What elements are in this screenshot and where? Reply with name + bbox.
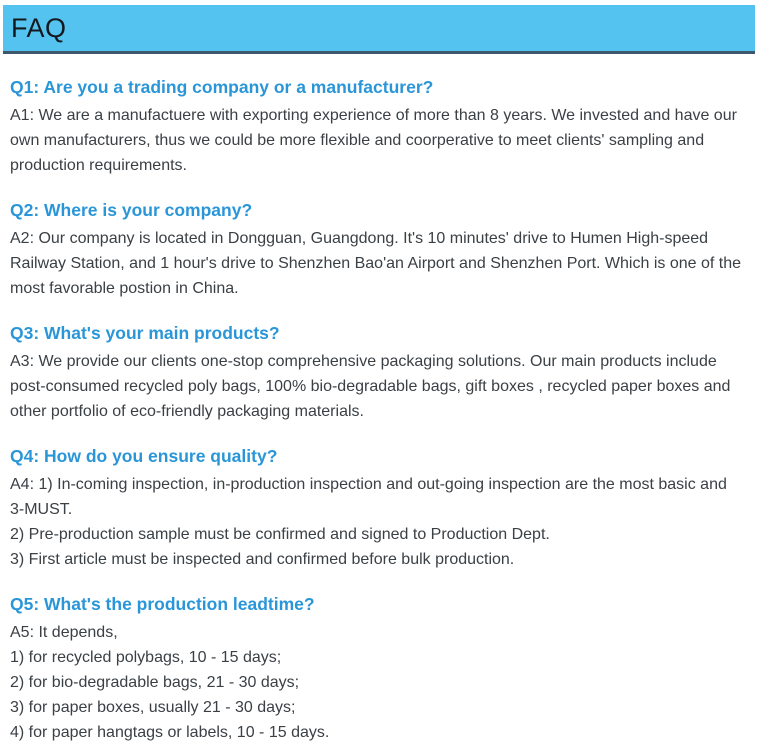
faq-answer-line: A1: We are a manufactuere with exporting experience of more than 8 years. We invested and have our own manufacturers, thus we could be more flexible and coorperative to meet clients' sampling and production requirements. [10, 107, 737, 174]
faq-answer-line: A5: It depends, [10, 624, 118, 641]
faq-answer [10, 620, 745, 745]
faq-answer [10, 226, 745, 301]
faq-answer-line: 1) for recycled polybags, 10 - 15 days; [10, 649, 282, 666]
faq-answer-line: A2: Our company is located in Dongguan, Guangdong. It's 10 minutes' drive to Humen High-speed Railway Station, and 1 hour's drive to Shenzhen Bao'an Airport and Shenzhen Port. Which is one of the most favorable postion in China. [10, 230, 741, 297]
faq-item [10, 323, 745, 424]
faq-header [3, 5, 755, 54]
faq-answer-line: A4: 1) In-coming inspection, in-production inspection and out-going inspection are the most basic and 3-MUST. [10, 476, 727, 518]
faq-answer-line: 2) for bio-degradable bags, 21 - 30 days; [10, 674, 300, 691]
faq-question: Q1: Are you a trading company or a manufacturer? [10, 77, 434, 97]
faq-question: Q5: What's the production leadtime? [10, 594, 315, 614]
faq-answer [10, 472, 745, 572]
faq-question: Q4: How do you ensure quality? [10, 446, 278, 466]
faq-title: FAQ [11, 12, 67, 43]
faq-item [10, 594, 745, 745]
faq-answer-line: 4) for paper hangtags or labels, 10 - 15 days. [10, 724, 330, 741]
faq-answer [10, 349, 745, 424]
faq-item [10, 200, 745, 301]
faq-question: Q3: What's your main products? [10, 323, 280, 343]
faq-list [0, 54, 755, 745]
faq-answer-line: 2) Pre-production sample must be confirmed and signed to Production Dept. [10, 526, 550, 543]
faq-answer-line: 3) First article must be inspected and confirmed before bulk production. [10, 551, 515, 568]
faq-answer-line: 3) for paper boxes, usually 21 - 30 days; [10, 699, 296, 716]
faq-item [10, 77, 745, 178]
faq-question: Q2: Where is your company? [10, 200, 253, 220]
faq-item [10, 446, 745, 572]
faq-answer [10, 103, 745, 178]
faq-answer-line: A3: We provide our clients one-stop comprehensive packaging solutions. Our main products include post-consumed recycled poly bags, 100% bio-degradable bags, gift boxes , recycled paper boxes and other portfolio of eco-friendly packaging materials. [10, 353, 731, 420]
